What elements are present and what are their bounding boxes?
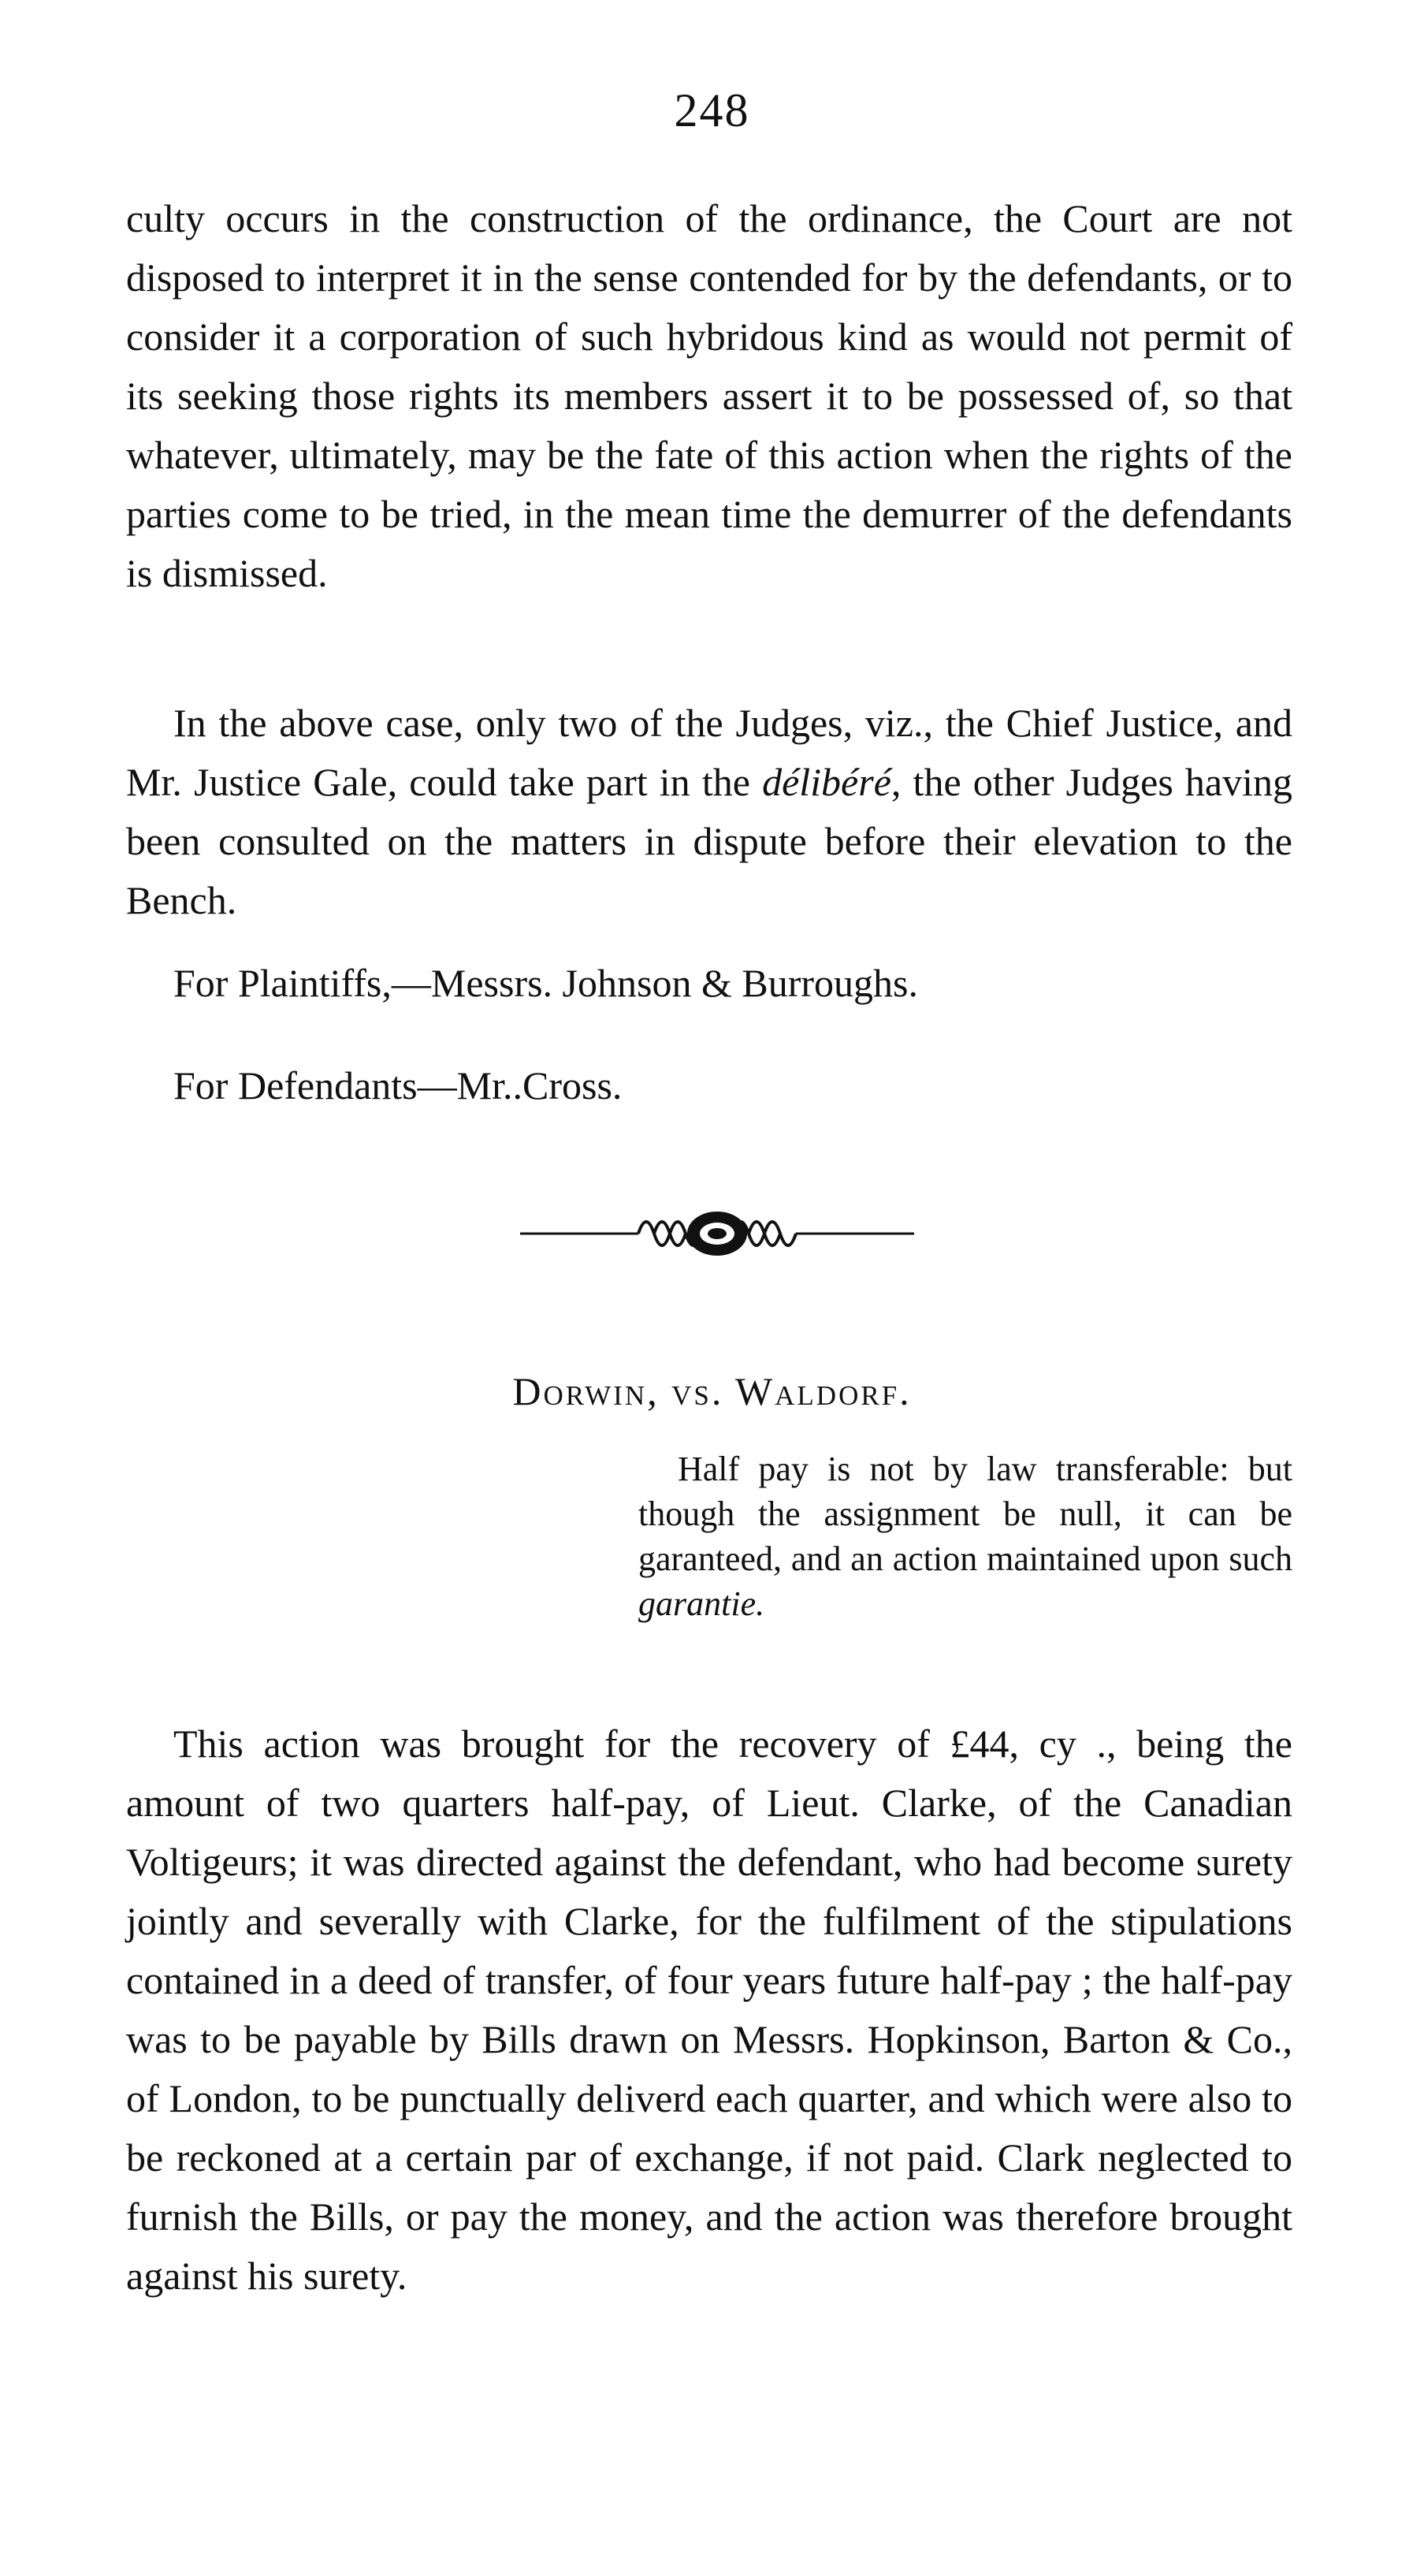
counsel-plaintiffs: For Plaintiffs,—Messrs. Johnson & Burroughs. — [173, 961, 918, 1005]
case-title: Dorwin, vs. Waldorf. — [512, 1369, 912, 1413]
judges-note-italic-term: délibéré — [762, 760, 891, 804]
paragraph-judges-note — [126, 694, 1292, 930]
case-body-paragraph: This action was brought for the recovery of £44, cy ., being the amount of two quarters half-pay, of Lieut. Clarke, of the Canadian Voltigeurs; it was directed against the defendant, who had become surety jointly and severally with Clarke, for the fulfilment of the stipulations contained in a deed of transfer, of four years future half-pay ; the half-pay was to be payable by Bills drawn on Messrs. Hopkinson, Barton & Co., of London, to be punctually deliverd each quarter, and which were also to be reckoned at a certain par of exchange, if not paid. Clark neglected to furnish the Bills, or pay the money, and the action was therefore brought against his surety. — [126, 1722, 1292, 2298]
page-number: 248 — [674, 84, 750, 136]
judges-note-text-end: , the other Judges having been consulted on the matters in dispute before their elevation to the Bench. — [126, 760, 1293, 922]
case-headnote — [638, 1446, 1292, 1626]
judges-note-text-start: In the above case, only two of the Judges, viz., the Chief Justice, and Mr. Justice Gale, could take part in the — [126, 701, 1292, 804]
counsel-defendants: For Defendants—Mr..Cross. — [173, 1063, 623, 1107]
paragraph-continuation: culty occurs in the construction of the ordinance, the Court are not disposed to interpret it in the sense contended for by the defendants, or to consider it a corporation of such hybridous kind as would not permit of its seeking those rights its members assert it to be possessed of, so that whatever, ultimately, may be the fate of this action when the rights of the parties come to be tried, in the mean time the demurrer of the defendants is dismissed. — [126, 196, 1292, 595]
headnote-italic-term: garantie. — [638, 1584, 765, 1623]
headnote-text: Half pay is not by law transferable: but though the assignment be null, it can be garanteed, and an action maintained upon such — [638, 1450, 1292, 1578]
scroll-divider-ornament-icon — [520, 1202, 914, 1265]
